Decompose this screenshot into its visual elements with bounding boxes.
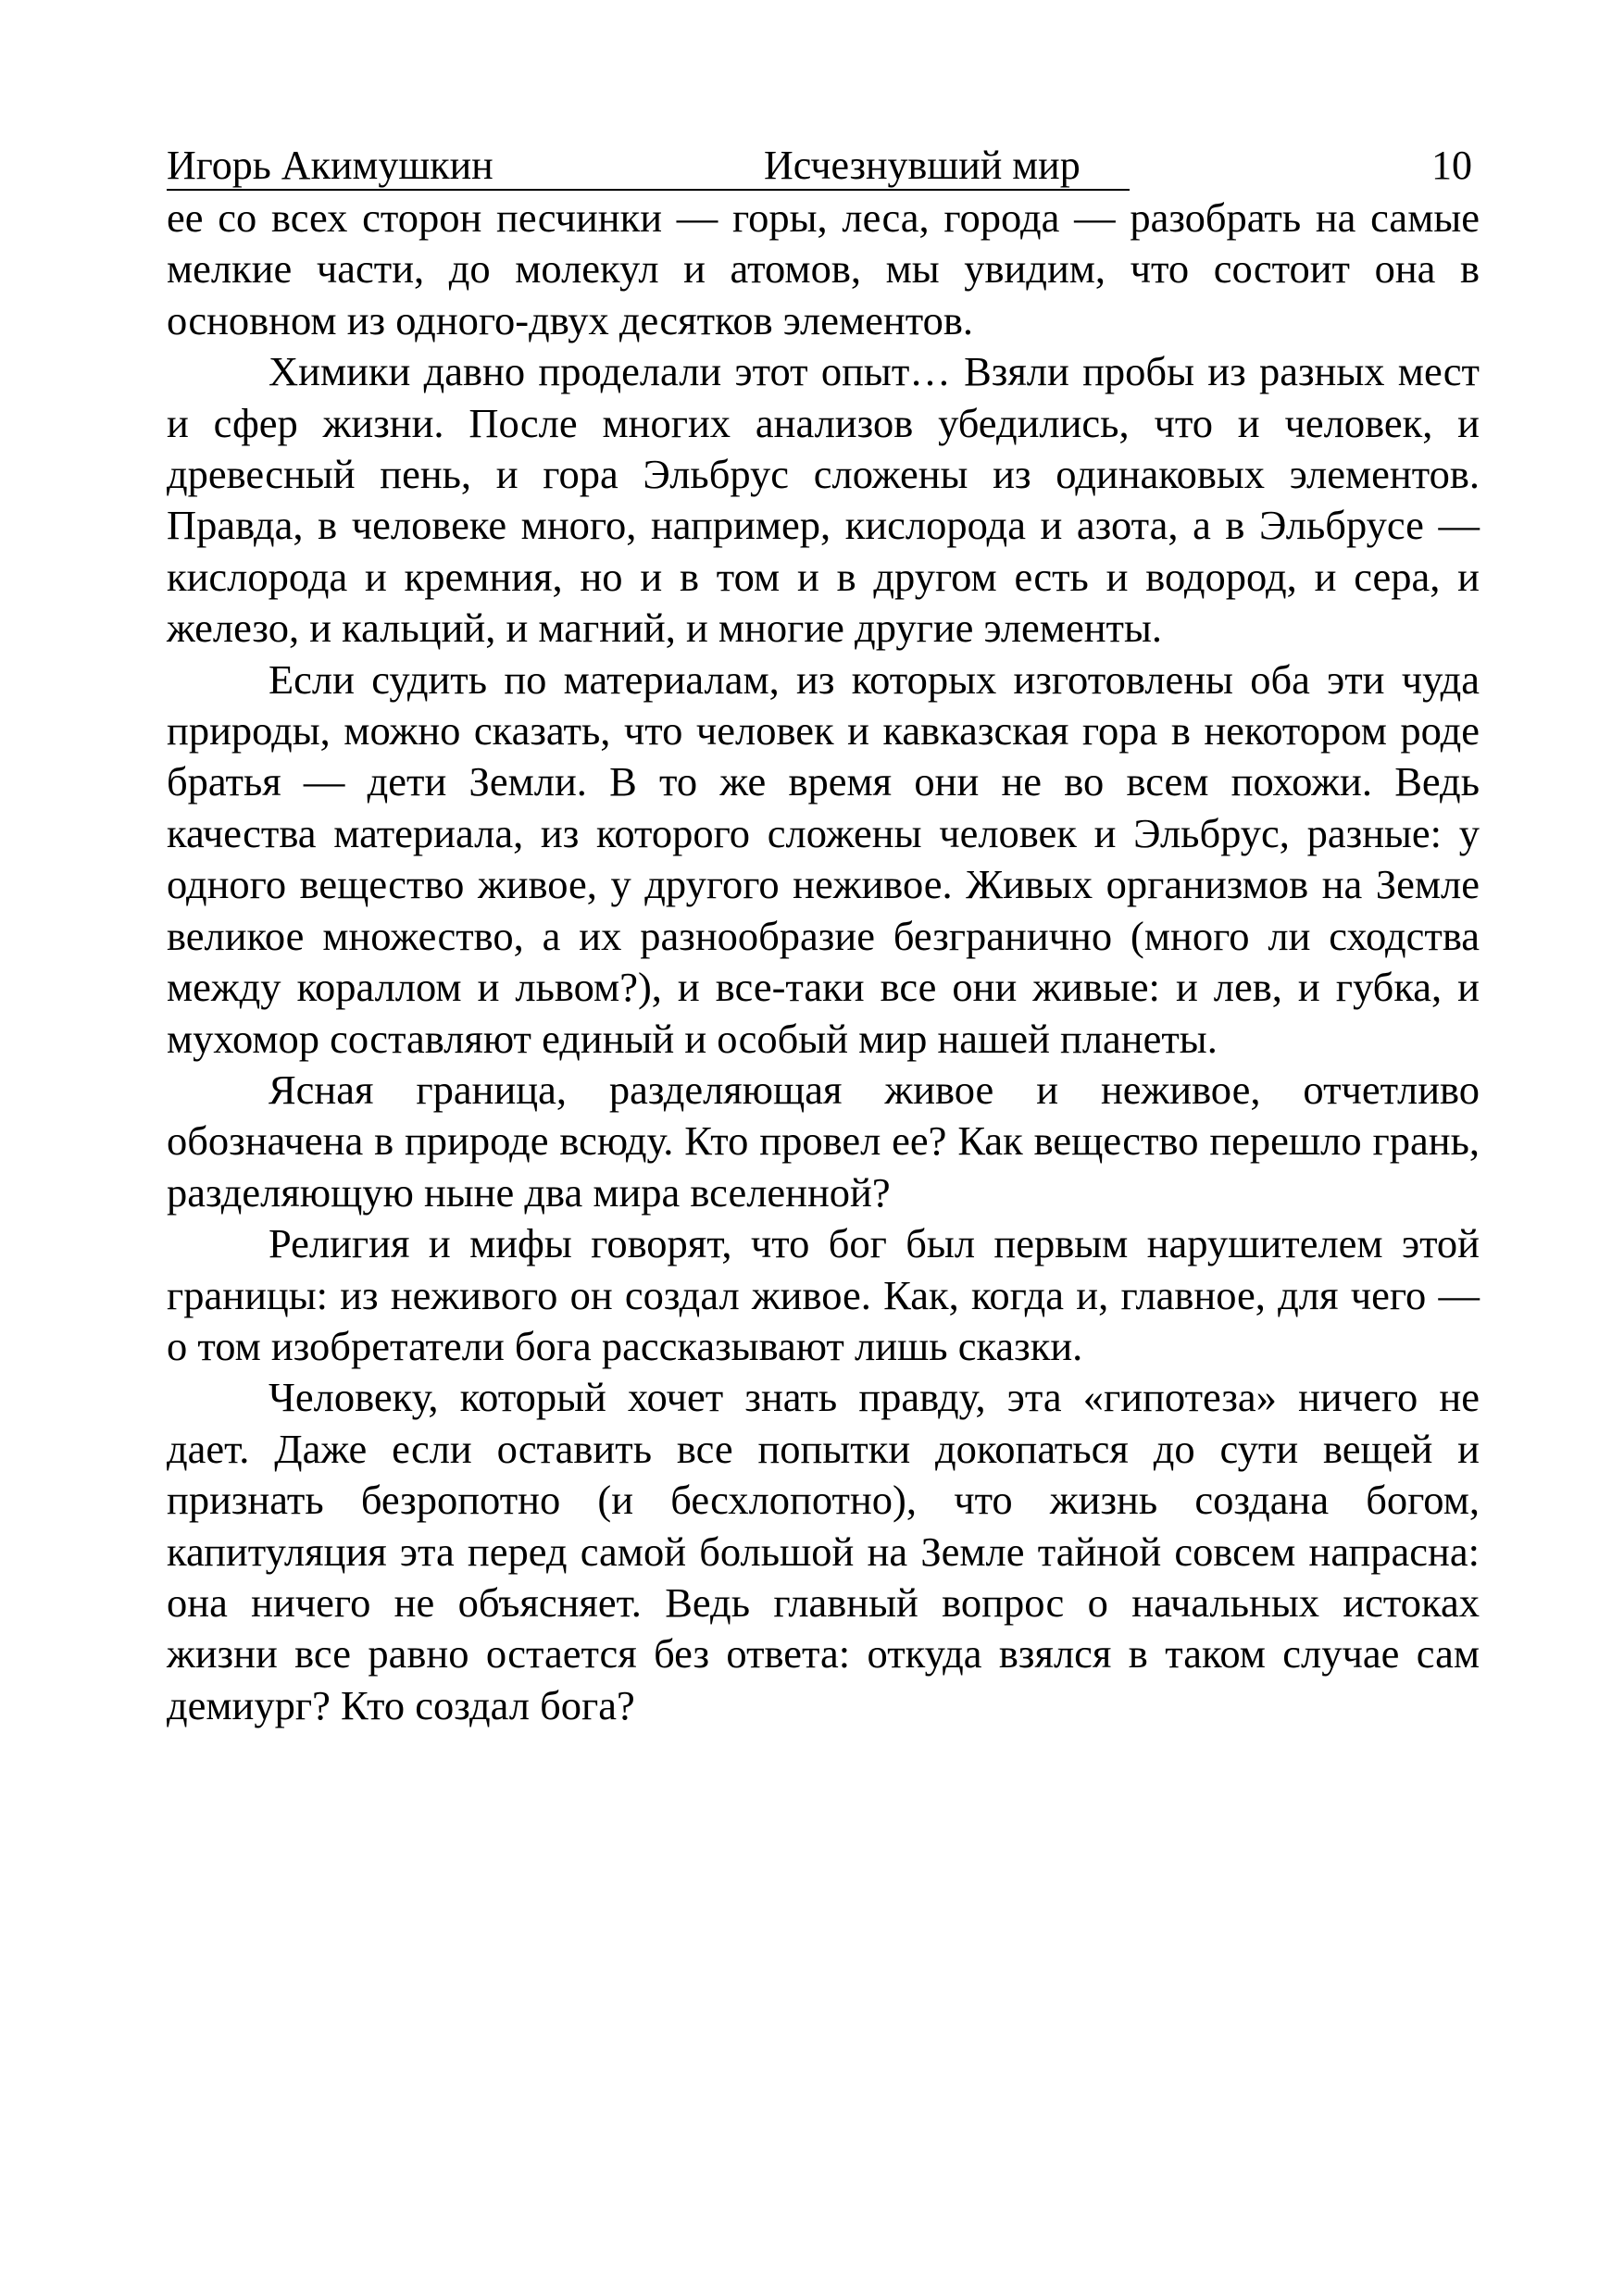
document-page <box>167 139 1480 1731</box>
paragraph-4: Ясная граница, разделяющая живое и неживое, отчетливо обозначена в природе всюду. Кто провел ее? Как вещество перешло грань, разделяющую ныне два мира вселенной? <box>167 1066 1480 1216</box>
body-text <box>167 193 1480 1731</box>
header-underline <box>167 189 1130 191</box>
page-number: 10 <box>1431 143 1472 188</box>
paragraph-5: Религия и мифы говорят, что бог был первым нарушителем этой границы: из неживого он создал живое. Как, когда и, главное, для чего — о том изобретатели бога рассказывают лишь сказки. <box>167 1220 1480 1369</box>
header-author: Игорь Акимушкин <box>167 143 493 188</box>
running-header <box>167 139 1480 193</box>
paragraph-6: Человеку, который хочет знать правду, эта «гипотеза» ничего не дает. Даже если оставить все попытки докопаться до сути вещей и признать безропотно (и бесхлопотно), что жизнь создана богом, капитуляция эта перед самой большой на Земле тайной совсем напрасна: она ничего не объясняет. Ведь главный вопрос о начальных истоках жизни все равно остается без ответа: откуда взялся в таком случае сам демиург? Кто создал бога? <box>167 1374 1480 1728</box>
paragraph-1: ее со всех сторон песчинки — горы, леса, города — разобрать на самые мелкие части, до молекул и атомов, мы увидим, что состоит она в основном из одного-двух десятков элементов. <box>167 194 1480 343</box>
paragraph-2: Химики давно проделали этот опыт… Взяли пробы из разных мест и сфер жизни. После многих анализов убедились, что и человек, и древесный пень, и гора Эльбрус сложены из одинаковых элементов. Правда, в человеке много, например, кислорода и азота, а в Эльбрусе — кислорода и кремния, но и в том и в другом есть и водород, и сера, и железо, и кальций, и магний, и многие другие элементы. <box>167 348 1480 652</box>
header-book-title: Исчезнувший мир <box>764 143 1081 188</box>
paragraph-3: Если судить по материалам, из которых изготовлены оба эти чуда природы, можно сказать, что человек и кавказская гора в некотором роде братья — дети Земли. В то же время они не во всем похожи. Ведь качества материала, из которого сложены человек и Эльбрус, разные: у одного вещество живое, у другого неживое. Живых организмов на Земле великое множество, а их разнообразие безгранично (много ли сходства между кораллом и львом?), и все-таки все они живые: и лев, и губка, и мухомор составляют единый и особый мир нашей планеты. <box>167 655 1480 1062</box>
